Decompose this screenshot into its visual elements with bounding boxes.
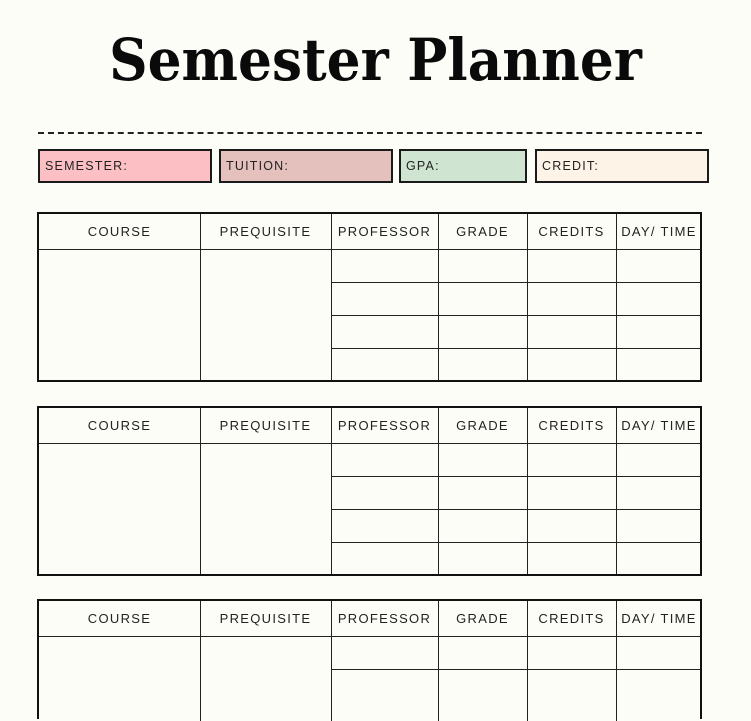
table-header bbox=[39, 214, 700, 250]
semester-label: SEMESTER: bbox=[45, 159, 129, 173]
row-divider bbox=[331, 669, 700, 670]
header-prequisite: PREQUISITE bbox=[219, 224, 312, 239]
header-credits: CREDITS bbox=[538, 611, 605, 626]
header-course: COURSE bbox=[87, 418, 152, 433]
tuition-label: TUITION: bbox=[226, 159, 290, 173]
row-divider bbox=[331, 542, 700, 543]
dashed-divider bbox=[38, 132, 702, 134]
column-divider bbox=[331, 601, 332, 721]
header-course: COURSE bbox=[87, 611, 152, 626]
header-grade: GRADE bbox=[456, 611, 509, 626]
header-credits: CREDITS bbox=[538, 224, 605, 239]
credit-label: CREDIT: bbox=[542, 159, 600, 173]
header-professor: PROFESSOR bbox=[337, 611, 432, 626]
header-course: COURSE bbox=[87, 224, 152, 239]
column-divider bbox=[616, 408, 617, 574]
header-grade: GRADE bbox=[456, 224, 509, 239]
row-divider bbox=[331, 315, 700, 316]
credit-field[interactable] bbox=[535, 149, 709, 183]
row-divider bbox=[331, 476, 700, 477]
header-prequisite: PREQUISITE bbox=[219, 418, 312, 433]
row-divider bbox=[331, 348, 700, 349]
column-divider bbox=[200, 214, 201, 380]
gpa-field[interactable] bbox=[399, 149, 527, 183]
tuition-field[interactable] bbox=[219, 149, 393, 183]
column-divider bbox=[527, 408, 528, 574]
column-divider bbox=[331, 214, 332, 380]
header-day-time: DAY/ TIME bbox=[621, 418, 697, 433]
column-divider bbox=[200, 408, 201, 574]
header-credits: CREDITS bbox=[538, 418, 605, 433]
table-header bbox=[39, 601, 700, 637]
row-divider bbox=[331, 509, 700, 510]
column-divider bbox=[438, 408, 439, 574]
header-professor: PROFESSOR bbox=[337, 418, 432, 433]
header-day-time: DAY/ TIME bbox=[621, 224, 697, 239]
course-table-1 bbox=[37, 212, 702, 382]
column-divider bbox=[527, 214, 528, 380]
table-header bbox=[39, 408, 700, 444]
header-day-time: DAY/ TIME bbox=[621, 611, 697, 626]
header-grade: GRADE bbox=[456, 418, 509, 433]
header-prequisite: PREQUISITE bbox=[219, 611, 312, 626]
column-divider bbox=[200, 601, 201, 721]
column-divider bbox=[527, 601, 528, 721]
column-divider bbox=[438, 601, 439, 721]
course-table-3 bbox=[37, 599, 702, 719]
course-table-2 bbox=[37, 406, 702, 576]
column-divider bbox=[616, 601, 617, 721]
header-professor: PROFESSOR bbox=[337, 224, 432, 239]
page-title: Semester Planner bbox=[109, 26, 642, 94]
row-divider bbox=[331, 282, 700, 283]
column-divider bbox=[331, 408, 332, 574]
column-divider bbox=[616, 214, 617, 380]
column-divider bbox=[438, 214, 439, 380]
gpa-label: GPA: bbox=[406, 159, 440, 173]
semester-field[interactable] bbox=[38, 149, 212, 183]
